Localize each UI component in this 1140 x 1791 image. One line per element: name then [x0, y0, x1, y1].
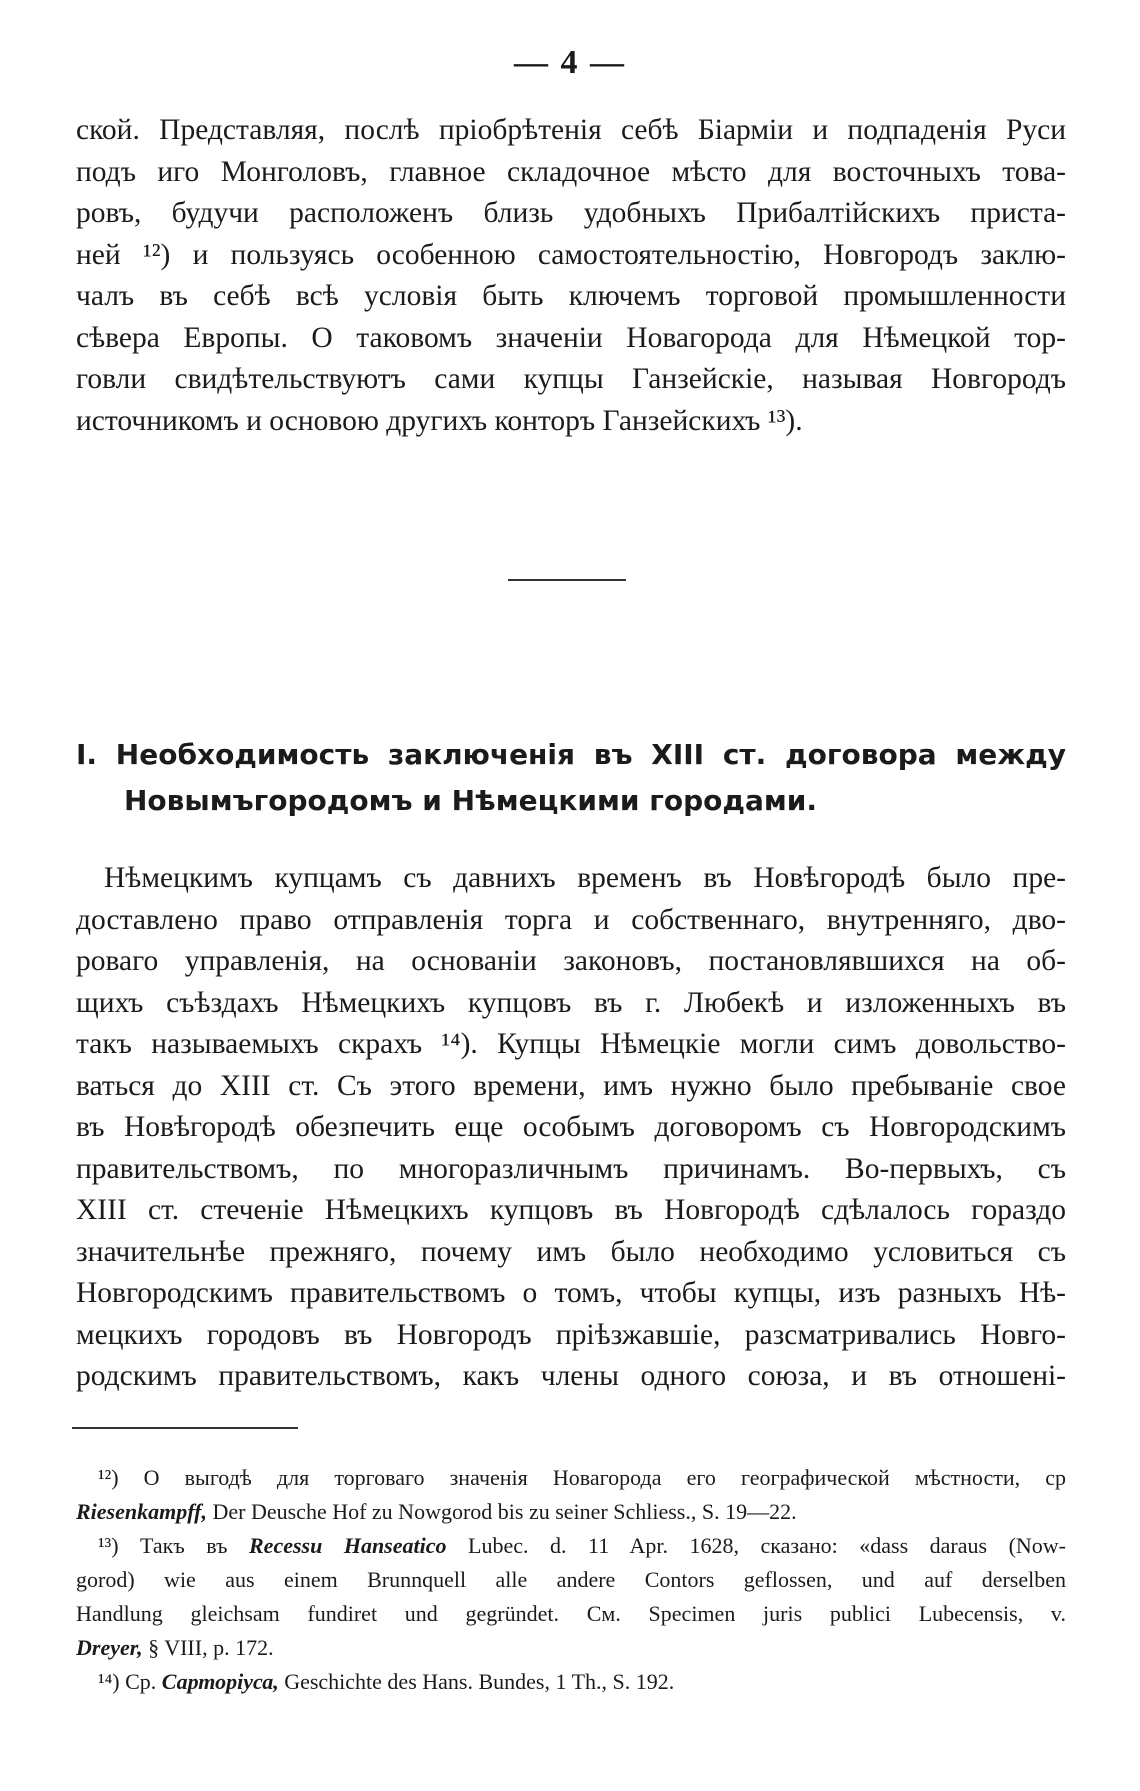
footnote-13-line: Handlung gleichsam fundiret und gegründet. См. Specimen juris publici Lubecensis, v.: [76, 1601, 1066, 1626]
text-line: въ Новѣгородѣ обезпечить еще особымъ договоромъ съ Новгородскимъ: [76, 1111, 1066, 1143]
footnote-13-line: gorod) wie aus einem Brunnquell alle andere Contors geflossen, und auf derselben: [76, 1567, 1066, 1592]
footnote-14-line: [76, 1665, 1066, 1699]
footnote-13-line: [76, 1631, 1066, 1665]
text-line: XIII ст. стеченіе Нѣмецкихъ купцовъ въ Новгородѣ сдѣлалось гораздо: [76, 1194, 1066, 1226]
text-line: ровъ, будучи расположенъ близь удобныхъ Прибалтійскихъ приста-: [76, 197, 1066, 229]
footnote-author: Сарторіуса,: [161, 1669, 279, 1694]
footnote-text: Lubec. d. 11 Apr. 1628, сказано: «dass daraus (Now-: [446, 1533, 1066, 1558]
section-paragraph: [76, 858, 1066, 1398]
text-line: ваться до XIII ст. Съ этого времени, имъ нужно было пребываніе свое: [76, 1069, 1066, 1102]
text-line: щихъ съѣздахъ Нѣмецкихъ купцовъ въ г. Любекѣ и изложенныхъ въ: [76, 986, 1066, 1019]
text-line: ской. Представляя, послѣ пріобрѣтенія себѣ Біарміи и подпаденія Руси: [76, 114, 1066, 146]
text-line: роваго управленія, на основаніи законовъ, постановлявшихся на об-: [76, 945, 1066, 977]
text-line: ней ¹²) и пользуясь особенною самостоятельностію, Новгородъ заклю-: [76, 238, 1066, 271]
text-line: мецкихъ городовъ въ Новгородъ пріѣзжавшіе, разсматривались Новго-: [76, 1318, 1066, 1351]
text-line: чалъ въ себѣ всѣ условія быть ключемъ торговой промышленности: [76, 280, 1066, 312]
text-line: значительнѣе прежняго, почему имъ было необходимо условиться съ: [76, 1235, 1066, 1268]
footnote-text: ¹⁴) Ср.: [98, 1669, 162, 1694]
footnote-12-line: [76, 1495, 1066, 1529]
text-line: такъ называемыхъ скрахъ ¹⁴). Купцы Нѣмецкіе могли симъ довольство-: [76, 1028, 1066, 1060]
section-heading: [76, 732, 1066, 824]
footnote-divider: [72, 1427, 298, 1429]
footnotes: [76, 1461, 1066, 1699]
footnote-text: Geschichte des Hans. Bundes, 1 Th., S. 192.: [278, 1669, 675, 1694]
text-line: Новгородскимъ правительствомъ о томъ, чтобы купцы, изъ разныхъ Нѣ-: [76, 1277, 1066, 1309]
footnote-author: Riesenkampff,: [76, 1499, 207, 1524]
footnote-12-line: ¹²) О выгодѣ для торговаго значенія Новагорода его географической мѣстности, ср: [98, 1465, 1066, 1490]
footnote-13-line: [76, 1529, 1066, 1563]
footnote-text: § VIII, p. 172.: [142, 1635, 274, 1660]
text-line: доставлено право отправленія торга и собственнаго, внутренняго, дво-: [76, 903, 1066, 936]
footnote-author: Dreyer,: [76, 1635, 143, 1660]
footnote-source: Recessu Hanseatico: [249, 1533, 447, 1558]
text-line: правительствомъ, по многоразличнымъ причинамъ. Во-первыхъ, съ: [76, 1152, 1066, 1185]
text-line: источникомъ и основою другихъ конторъ Ганзейскихъ ¹³).: [76, 404, 803, 437]
footnote-text: ¹³) Такъ въ: [98, 1533, 249, 1558]
section-heading-line: I. Необходимость заключенія въ XIII ст. договора между: [76, 738, 1066, 771]
page-number: — 4 —: [514, 44, 626, 81]
footnote-text: Der Deusche Hof zu Nowgorod bis zu seiner Schliess., S. 19—22.: [206, 1499, 797, 1524]
intro-paragraph: [76, 110, 1066, 442]
section-divider: [508, 579, 626, 581]
text-line: подъ иго Монголовъ, главное складочное мѣсто для восточныхъ това-: [76, 155, 1066, 188]
section-heading-line: Новымъгородомъ и Нѣмецкими городами.: [124, 784, 818, 817]
text-line: говли свидѣтельствуютъ сами купцы Ганзейскіе, называя Новгородъ: [76, 363, 1066, 395]
text-line: Нѣмецкимъ купцамъ съ давнихъ временъ въ Новѣгородѣ было пре-: [104, 862, 1066, 894]
text-line: сѣвера Европы. О таковомъ значеніи Новагорода для Нѣмецкой тор-: [76, 321, 1066, 354]
text-line: родскимъ правительствомъ, какъ члены одного союза, и въ отношені-: [76, 1360, 1066, 1392]
